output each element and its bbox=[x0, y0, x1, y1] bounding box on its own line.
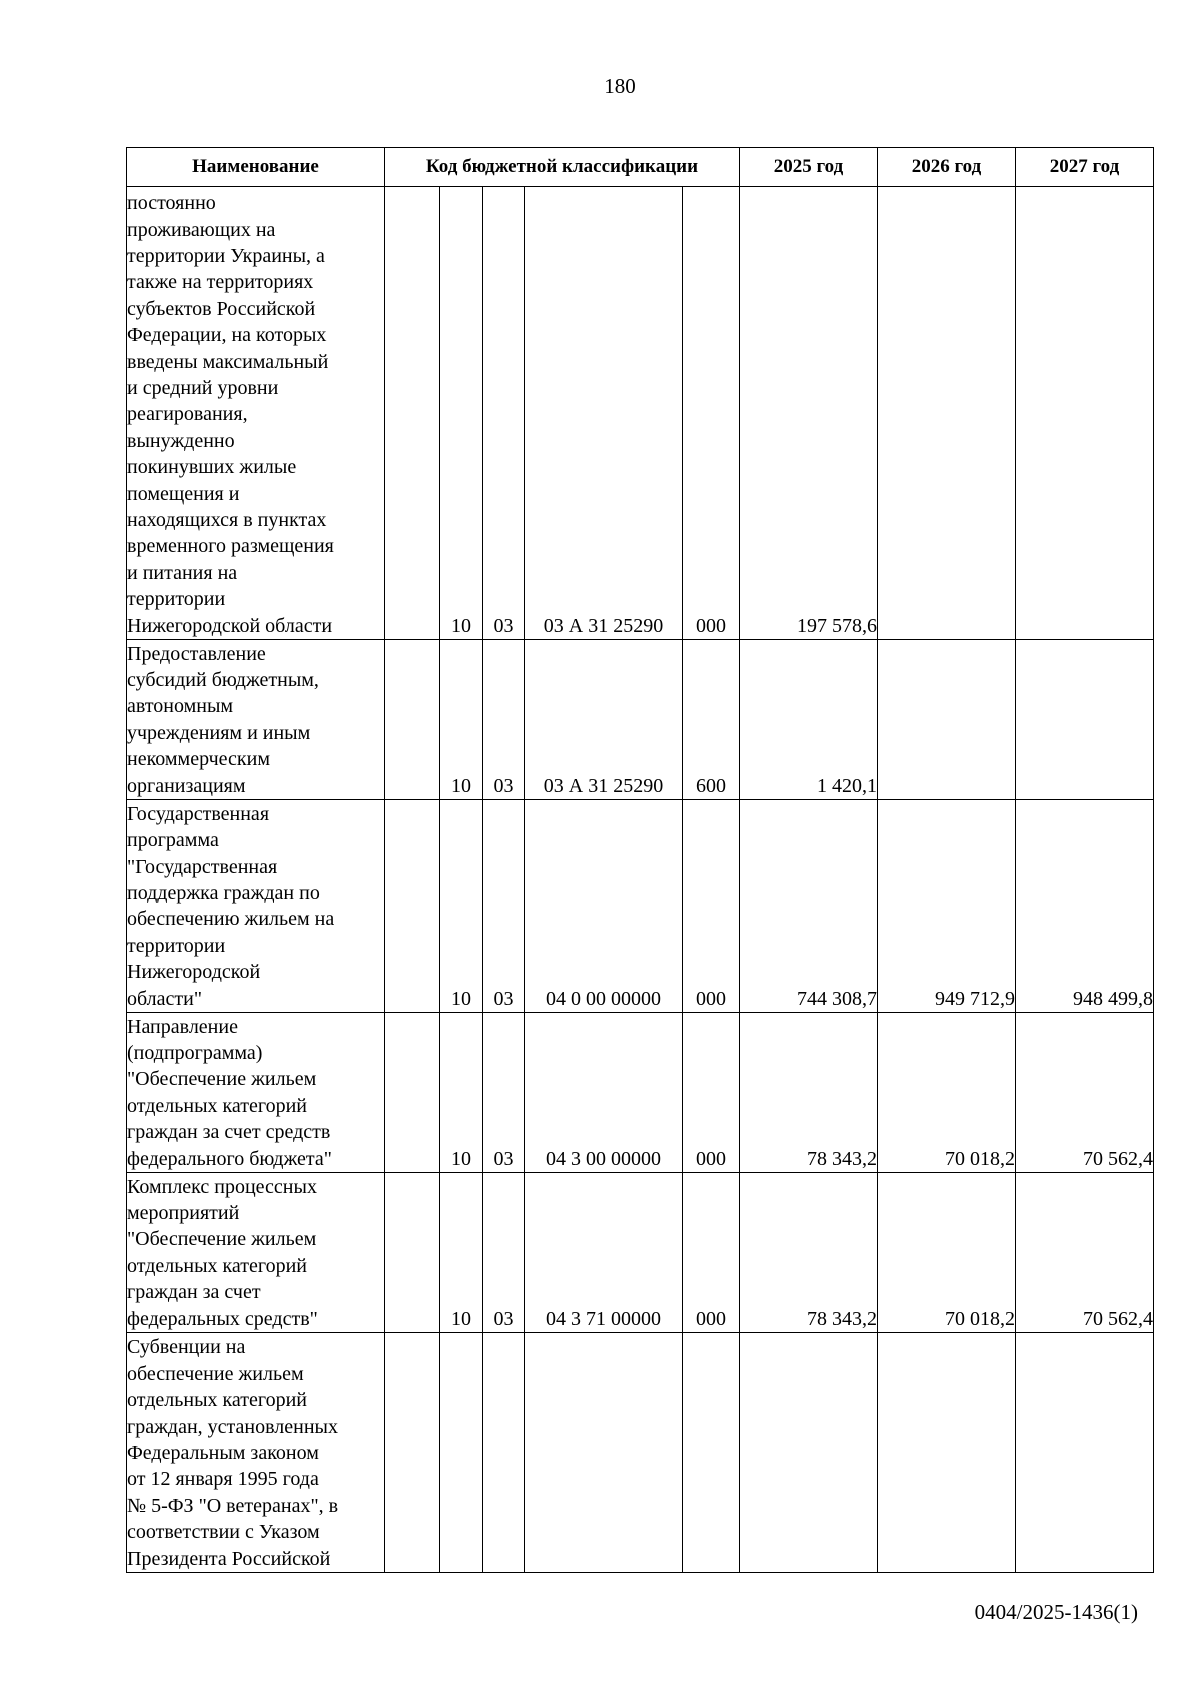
cell-vr: 600 bbox=[683, 640, 740, 800]
cell-2025 bbox=[740, 1333, 878, 1573]
cell-pr bbox=[483, 1333, 525, 1573]
cell-rz: 10 bbox=[440, 1013, 483, 1173]
table-header-row bbox=[127, 148, 1154, 187]
cell-csr: 04 0 00 00000 bbox=[525, 800, 683, 1013]
row-name: Направление (подпрограмма) "Обеспечение жильем отдельных категорий граждан за счет средств федерального бюджета" bbox=[127, 1015, 332, 1170]
page-number: 180 bbox=[604, 74, 636, 98]
table-row bbox=[127, 1333, 1154, 1573]
cell-pr: 03 bbox=[483, 640, 525, 800]
cell-2027 bbox=[1016, 640, 1154, 800]
cell-rz: 10 bbox=[440, 800, 483, 1013]
row-name: Государственная программа "Государственная поддержка граждан по обеспечению жильем на территории Нижегородской области" bbox=[127, 802, 335, 1010]
cell-vr: 000 bbox=[683, 1013, 740, 1173]
cell-ved bbox=[385, 800, 440, 1013]
header-2026: 2026 год bbox=[878, 148, 1016, 187]
cell-2027: 70 562,4 bbox=[1016, 1173, 1154, 1333]
cell-csr bbox=[525, 1333, 683, 1573]
cell-2027 bbox=[1016, 1333, 1154, 1573]
cell-rz: 10 bbox=[440, 1173, 483, 1333]
cell-vr: 000 bbox=[683, 1173, 740, 1333]
row-name: постоянно проживающих на территории Украины, а также на территориях субъектов Российской Федерации, на которых введены максимальный и средний уровни реагирования, вынужденно покинувших жилые помещения и находящихся в пунктах временного размещения и питания на территории Нижегородской области bbox=[127, 192, 334, 637]
cell-rz: 10 bbox=[440, 640, 483, 800]
cell-ved bbox=[385, 640, 440, 800]
header-2025: 2025 год bbox=[740, 148, 878, 187]
cell-pr: 03 bbox=[483, 187, 525, 640]
cell-2026 bbox=[878, 187, 1016, 640]
header-2027: 2027 год bbox=[1016, 148, 1154, 187]
cell-ved bbox=[385, 1173, 440, 1333]
table-row bbox=[127, 187, 1154, 640]
cell-rz bbox=[440, 1333, 483, 1573]
cell-2025: 744 308,7 bbox=[740, 800, 878, 1013]
cell-2026: 949 712,9 bbox=[878, 800, 1016, 1013]
cell-ved bbox=[385, 1013, 440, 1173]
cell-2026: 70 018,2 bbox=[878, 1013, 1016, 1173]
cell-pr: 03 bbox=[483, 1173, 525, 1333]
cell-rz: 10 bbox=[440, 187, 483, 640]
table-row bbox=[127, 640, 1154, 800]
table-row bbox=[127, 1013, 1154, 1173]
cell-2026 bbox=[878, 1333, 1016, 1573]
table-row bbox=[127, 800, 1154, 1013]
cell-vr: 000 bbox=[683, 187, 740, 640]
cell-ved bbox=[385, 1333, 440, 1573]
cell-vr bbox=[683, 1333, 740, 1573]
cell-2027: 948 499,8 bbox=[1016, 800, 1154, 1013]
document-number: 0404/2025-1436(1) bbox=[974, 1600, 1138, 1624]
cell-vr: 000 bbox=[683, 800, 740, 1013]
row-name: Комплекс процессных мероприятий "Обеспечение жильем отдельных категорий граждан за счет федеральных средств" bbox=[127, 1175, 318, 1330]
cell-2025: 1 420,1 bbox=[740, 640, 878, 800]
cell-csr: 03 А 31 25290 bbox=[525, 640, 683, 800]
cell-pr: 03 bbox=[483, 800, 525, 1013]
cell-2025: 197 578,6 bbox=[740, 187, 878, 640]
cell-ved bbox=[385, 187, 440, 640]
cell-csr: 04 3 71 00000 bbox=[525, 1173, 683, 1333]
cell-csr: 04 3 00 00000 bbox=[525, 1013, 683, 1173]
cell-2025: 78 343,2 bbox=[740, 1173, 878, 1333]
row-name: Субвенции на обеспечение жильем отдельных категорий граждан, установленных Федеральным законом от 12 января 1995 года № 5-ФЗ "О ветеранах", в соответствии с Указом Президента Российской bbox=[127, 1336, 339, 1570]
header-code: Код бюджетной классификации bbox=[385, 148, 740, 187]
cell-2026 bbox=[878, 640, 1016, 800]
cell-2027 bbox=[1016, 187, 1154, 640]
cell-2027: 70 562,4 bbox=[1016, 1013, 1154, 1173]
table-row bbox=[127, 1173, 1154, 1333]
row-name: Предоставление субсидий бюджетным, автономным учреждениям и иным некоммерческим организациям bbox=[127, 642, 319, 797]
cell-2026: 70 018,2 bbox=[878, 1173, 1016, 1333]
cell-2025: 78 343,2 bbox=[740, 1013, 878, 1173]
header-name: Наименование bbox=[127, 148, 385, 187]
cell-csr: 03 А 31 25290 bbox=[525, 187, 683, 640]
budget-table bbox=[126, 147, 1154, 1573]
cell-pr: 03 bbox=[483, 1013, 525, 1173]
